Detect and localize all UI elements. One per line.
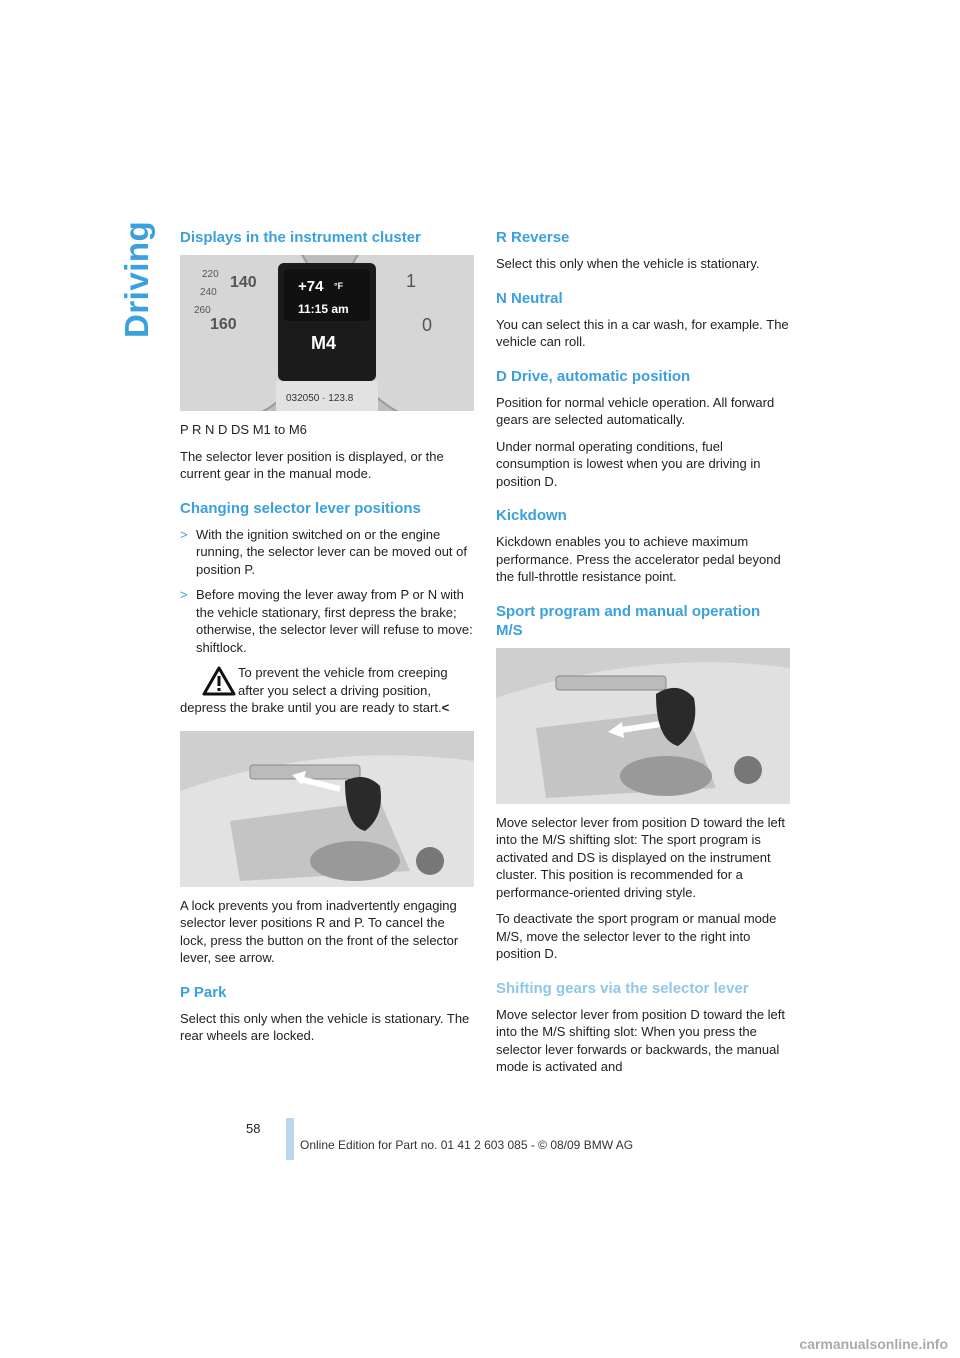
ms-slot-figure	[496, 648, 790, 804]
bullet-marker: >	[180, 587, 188, 602]
park-text: Select this only when the vehicle is stationary. The rear wheels are locked.	[180, 1010, 470, 1043]
bullet-marker: >	[180, 526, 188, 542]
temp-unit: °F	[334, 281, 344, 291]
list-item: > Before moving the lever away from P or N with the vehicle stationary, first depress the brake; otherwise, the selector lever will refuse to move: shiftlock.	[180, 587, 473, 655]
drive-text-2: Under normal operating conditions, fuel consumption is lowest when you are driving in position D.	[496, 438, 761, 489]
lock-text: A lock prevents you from inadvertently engaging selector lever positions R and P. To cancel the lock, press the button on the front of the selector lever, see arrow.	[180, 897, 459, 965]
heading-shifting: Shifting gears via the selector lever	[496, 979, 749, 997]
gear-list: P R N D DS M1 to M6	[180, 422, 307, 437]
heading-reverse: R Reverse	[496, 229, 570, 246]
speed-label: 260	[194, 305, 211, 316]
left-column	[180, 228, 474, 1054]
bullet-list	[180, 526, 474, 657]
sport-text-2: To deactivate the sport program or manual mode M/S, move the selector lever to the right into position D.	[496, 911, 777, 961]
heading-park: P Park	[180, 983, 227, 1001]
tach-label: 0	[422, 315, 433, 335]
list-item: > With the ignition switched on or the engine running, the selector lever can be moved out of position P.	[180, 526, 467, 577]
heading-drive: D Drive, automatic position	[496, 367, 691, 385]
speed-label: 220	[202, 269, 219, 280]
footer-bar	[286, 1118, 294, 1160]
heading-kickdown: Kickdown	[496, 507, 567, 524]
temp-readout: +74	[298, 278, 324, 295]
speed-label: 140	[230, 274, 257, 291]
warning-note: To prevent the vehicle from creeping after you select a driving position, depress the brake until you are ready to start.<	[180, 665, 450, 715]
gear-readout: M4	[311, 333, 337, 353]
shifting-text: Move selector lever from position D toward the left into the M/S shifting slot: When you press the selector lever forwards or backwards, the manual mode is activated and	[496, 1006, 786, 1074]
speed-label: 160	[210, 316, 237, 333]
neutral-text: You can select this in a car wash, for example. The vehicle can roll.	[496, 316, 789, 349]
heading-sport: Sport program and manual operation M/S	[496, 602, 761, 639]
drive-text-1: Position for normal vehicle operation. All forward gears are selected automatically.	[496, 394, 775, 427]
watermark: carmanualsonline.info	[799, 1336, 948, 1352]
kickdown-text: Kickdown enables you to achieve maximum performance. Press the accelerator pedal beyond the full-throttle resistance point.	[496, 534, 781, 584]
speed-label: 240	[200, 287, 217, 298]
tach-label: 1	[406, 271, 417, 291]
time-readout: 11:15 am	[298, 302, 349, 316]
end-marker: <	[441, 700, 450, 715]
page-number: 58	[246, 1121, 261, 1136]
instrument-cluster-figure	[180, 255, 474, 411]
chapter-title: Driving	[118, 220, 155, 338]
sport-text-1: Move selector lever from position D toward the left into the M/S shifting slot: The sport program is activated and DS is displayed on the instrument cluster. This position is recommended for a performance-oriented driving style.	[496, 814, 786, 900]
warning-triangle-icon	[202, 666, 236, 696]
heading-changing: Changing selector lever positions	[180, 499, 421, 517]
reverse-text: Select this only when the vehicle is stationary.	[496, 256, 760, 271]
heading-neutral: N Neutral	[496, 289, 563, 307]
selector-position-text: The selector lever position is displayed, or the current gear in the manual mode.	[180, 448, 444, 481]
right-column	[496, 228, 790, 1085]
footer-text: Online Edition for Part no. 01 41 2 603 085 - © 08/09 BMW AG	[300, 1138, 634, 1152]
heading-displays: Displays in the instrument cluster	[180, 229, 421, 246]
selector-lever-figure	[180, 731, 474, 887]
odometer-readout: 032050 · 123.8	[286, 393, 354, 404]
